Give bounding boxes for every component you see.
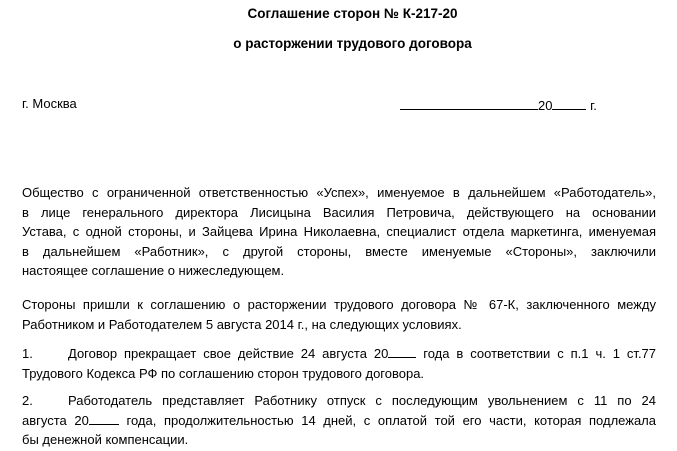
place-date-line xyxy=(22,96,602,114)
date-field xyxy=(400,96,597,113)
paragraph-line: в лице генерального директора Лисицына Василия Петровича, действующего на основании xyxy=(22,204,656,220)
paragraph-agreement xyxy=(22,295,656,334)
clause-text: года в соответствии с п.1 ч. 1 ст.77 xyxy=(416,346,657,361)
year-blank xyxy=(89,412,119,425)
clause-text: Работодатель представляет Работнику отпуск с последующим увольнением с 11 по 24 xyxy=(68,393,656,408)
clause-2 xyxy=(22,391,656,450)
clause-line xyxy=(22,344,656,364)
paragraph-line: Общество с ограниченной ответственностью «Успех», именуемое в дальнейшем «Работодатель», xyxy=(22,185,656,200)
clause-line xyxy=(22,391,656,411)
year-blank xyxy=(388,345,416,358)
paragraph-parties xyxy=(22,183,656,281)
date-year-blank xyxy=(552,96,586,110)
clause-text: года, продолжительностью 14 дней, с оплатой той его части, которая подлежала xyxy=(118,412,656,428)
clause-line: бы денежной компенсации. xyxy=(22,432,189,447)
clause-line xyxy=(22,411,656,431)
paragraph-line: Стороны пришли к соглашению о расторжении трудового договора № 67-К, заключенного между xyxy=(22,297,656,312)
clause-number: 1. xyxy=(22,346,33,361)
city-label: г. Москва xyxy=(22,96,77,111)
paragraph-line: Работником и Работодателем 5 августа 2014 г., на следующих условиях. xyxy=(22,316,462,332)
clause-number: 2. xyxy=(22,393,33,408)
clause-line: Трудового Кодекса РФ по соглашению сторон трудового договора. xyxy=(22,365,425,381)
document-subtitle: о расторжении трудового договора xyxy=(233,36,472,51)
clause-text: августа 20 xyxy=(22,412,89,428)
paragraph-line: Устава, с одной стороны, и Зайцева Ирина Николаевна, специалист отдела маркетинга, именуемая xyxy=(22,224,656,239)
date-year-suffix: г. xyxy=(586,98,597,113)
paragraph-line: в дальнейшем «Работник», с другой стороны, вместе именуемые «Стороны», заключили xyxy=(22,243,656,259)
date-day-month-blank xyxy=(400,96,538,110)
paragraph-line: настоящее соглашение о нижеследующем. xyxy=(22,263,285,278)
document-title: Соглашение сторон № К-217-20 xyxy=(247,6,458,21)
clause-1 xyxy=(22,344,656,383)
clause-text: Договор прекращает свое действие 24 августа 20 xyxy=(68,346,389,361)
date-year-prefix: 20 xyxy=(538,98,553,113)
